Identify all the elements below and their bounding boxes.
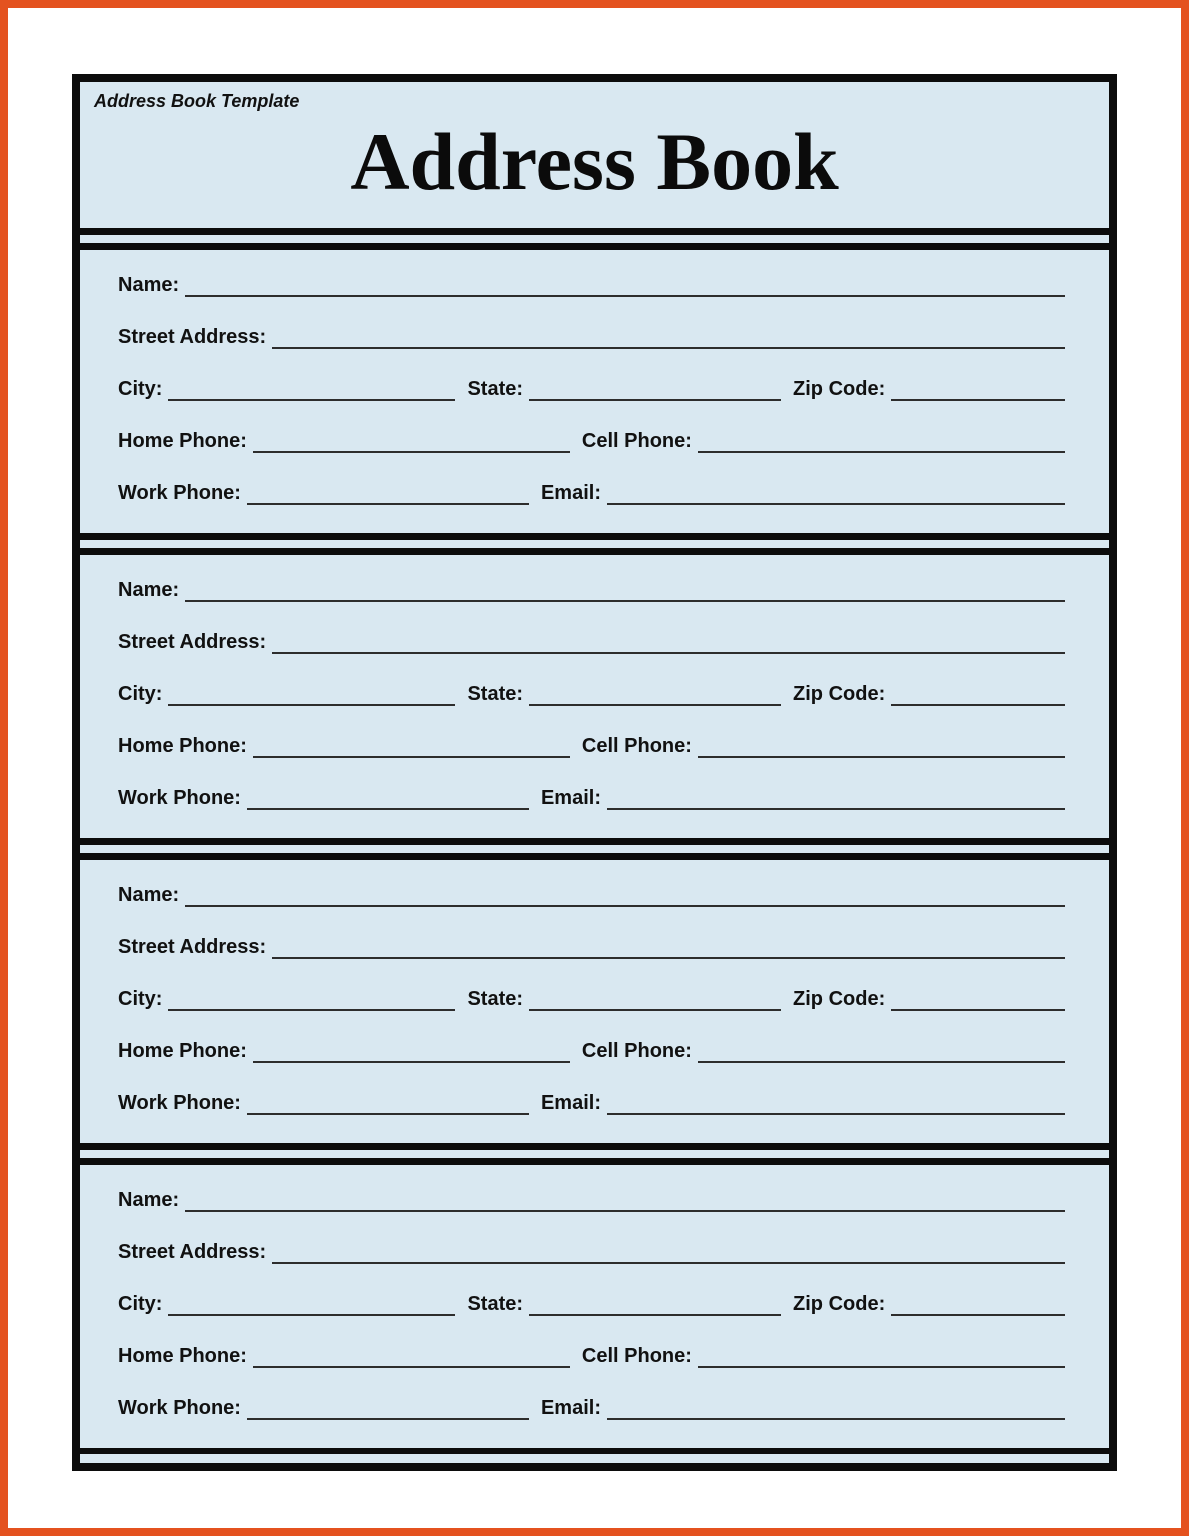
name-label: Name:	[118, 579, 180, 601]
address-book-frame	[72, 74, 1117, 1471]
field-row-name	[118, 880, 1065, 910]
street-address-blank-line	[272, 935, 1065, 959]
city-blank-line	[168, 987, 455, 1011]
city-label: City:	[118, 988, 163, 1010]
street-address-label: Street Address:	[118, 936, 267, 958]
work-phone-label: Work Phone:	[118, 787, 241, 809]
field-row-work-email	[118, 783, 1065, 813]
section-divider	[80, 533, 1109, 555]
zip-code-label: Zip Code:	[793, 378, 886, 400]
zip-code-blank-line	[891, 682, 1065, 706]
address-entry-2	[80, 555, 1109, 838]
zip-code-label: Zip Code:	[793, 988, 886, 1010]
city-blank-line	[168, 377, 455, 401]
home-phone-blank-line	[253, 1344, 570, 1368]
home-phone-label: Home Phone:	[118, 430, 247, 452]
state-blank-line	[529, 987, 781, 1011]
field-row-city-state-zip	[118, 679, 1065, 709]
name-label: Name:	[118, 1189, 180, 1211]
city-label: City:	[118, 378, 163, 400]
field-row-phones	[118, 731, 1065, 761]
field-row-work-email	[118, 478, 1065, 508]
email-label: Email:	[540, 787, 601, 809]
page-title: Address Book	[350, 116, 839, 207]
email-label: Email:	[540, 1092, 601, 1114]
zip-code-blank-line	[891, 1292, 1065, 1316]
city-blank-line	[168, 682, 455, 706]
state-label: State:	[467, 988, 524, 1010]
street-address-blank-line	[272, 630, 1065, 654]
email-label: Email:	[540, 482, 601, 504]
work-phone-label: Work Phone:	[118, 482, 241, 504]
address-entry-3	[80, 860, 1109, 1143]
field-row-phones	[118, 1341, 1065, 1371]
section-divider	[80, 1143, 1109, 1165]
state-blank-line	[529, 1292, 781, 1316]
home-phone-label: Home Phone:	[118, 1345, 247, 1367]
home-phone-blank-line	[253, 734, 570, 758]
name-blank-line	[185, 883, 1065, 907]
section-divider	[80, 838, 1109, 860]
home-phone-label: Home Phone:	[118, 1040, 247, 1062]
address-entry-1	[80, 250, 1109, 533]
cell-phone-label: Cell Phone:	[581, 735, 692, 757]
cell-phone-blank-line	[698, 429, 1065, 453]
field-row-phones	[118, 426, 1065, 456]
field-row-city-state-zip	[118, 1289, 1065, 1319]
street-address-label: Street Address:	[118, 631, 267, 653]
work-phone-label: Work Phone:	[118, 1397, 241, 1419]
work-phone-blank-line	[247, 786, 529, 810]
name-blank-line	[185, 273, 1065, 297]
state-blank-line	[529, 682, 781, 706]
field-row-street-address	[118, 322, 1065, 352]
field-row-work-email	[118, 1088, 1065, 1118]
cell-phone-label: Cell Phone:	[581, 1345, 692, 1367]
cell-phone-label: Cell Phone:	[581, 430, 692, 452]
bottom-rule	[80, 1448, 1109, 1463]
field-row-name	[118, 270, 1065, 300]
field-row-phones	[118, 1036, 1065, 1066]
work-phone-label: Work Phone:	[118, 1092, 241, 1114]
field-row-street-address	[118, 932, 1065, 962]
street-address-label: Street Address:	[118, 326, 267, 348]
field-row-city-state-zip	[118, 984, 1065, 1014]
email-label: Email:	[540, 1397, 601, 1419]
home-phone-blank-line	[253, 429, 570, 453]
city-label: City:	[118, 1293, 163, 1315]
zip-code-blank-line	[891, 377, 1065, 401]
name-blank-line	[185, 1188, 1065, 1212]
name-blank-line	[185, 578, 1065, 602]
field-row-name	[118, 575, 1065, 605]
zip-code-label: Zip Code:	[793, 1293, 886, 1315]
state-label: State:	[467, 1293, 524, 1315]
zip-code-blank-line	[891, 987, 1065, 1011]
name-label: Name:	[118, 884, 180, 906]
street-address-blank-line	[272, 325, 1065, 349]
street-address-label: Street Address:	[118, 1241, 267, 1263]
field-row-street-address	[118, 627, 1065, 657]
email-blank-line	[607, 786, 1065, 810]
home-phone-blank-line	[253, 1039, 570, 1063]
city-label: City:	[118, 683, 163, 705]
field-row-name	[118, 1185, 1065, 1215]
home-phone-label: Home Phone:	[118, 735, 247, 757]
street-address-blank-line	[272, 1240, 1065, 1264]
field-row-city-state-zip	[118, 374, 1065, 404]
field-row-work-email	[118, 1393, 1065, 1423]
email-blank-line	[607, 1091, 1065, 1115]
cell-phone-label: Cell Phone:	[581, 1040, 692, 1062]
cell-phone-blank-line	[698, 734, 1065, 758]
work-phone-blank-line	[247, 481, 529, 505]
email-blank-line	[607, 481, 1065, 505]
email-blank-line	[607, 1396, 1065, 1420]
state-blank-line	[529, 377, 781, 401]
name-label: Name:	[118, 274, 180, 296]
state-label: State:	[467, 378, 524, 400]
state-label: State:	[467, 683, 524, 705]
cell-phone-blank-line	[698, 1344, 1065, 1368]
zip-code-label: Zip Code:	[793, 683, 886, 705]
work-phone-blank-line	[247, 1396, 529, 1420]
work-phone-blank-line	[247, 1091, 529, 1115]
address-entry-4	[80, 1165, 1109, 1448]
form-header	[80, 82, 1109, 228]
city-blank-line	[168, 1292, 455, 1316]
template-name-label: Address Book Template	[94, 91, 300, 111]
section-divider	[80, 228, 1109, 250]
field-row-street-address	[118, 1237, 1065, 1267]
cell-phone-blank-line	[698, 1039, 1065, 1063]
